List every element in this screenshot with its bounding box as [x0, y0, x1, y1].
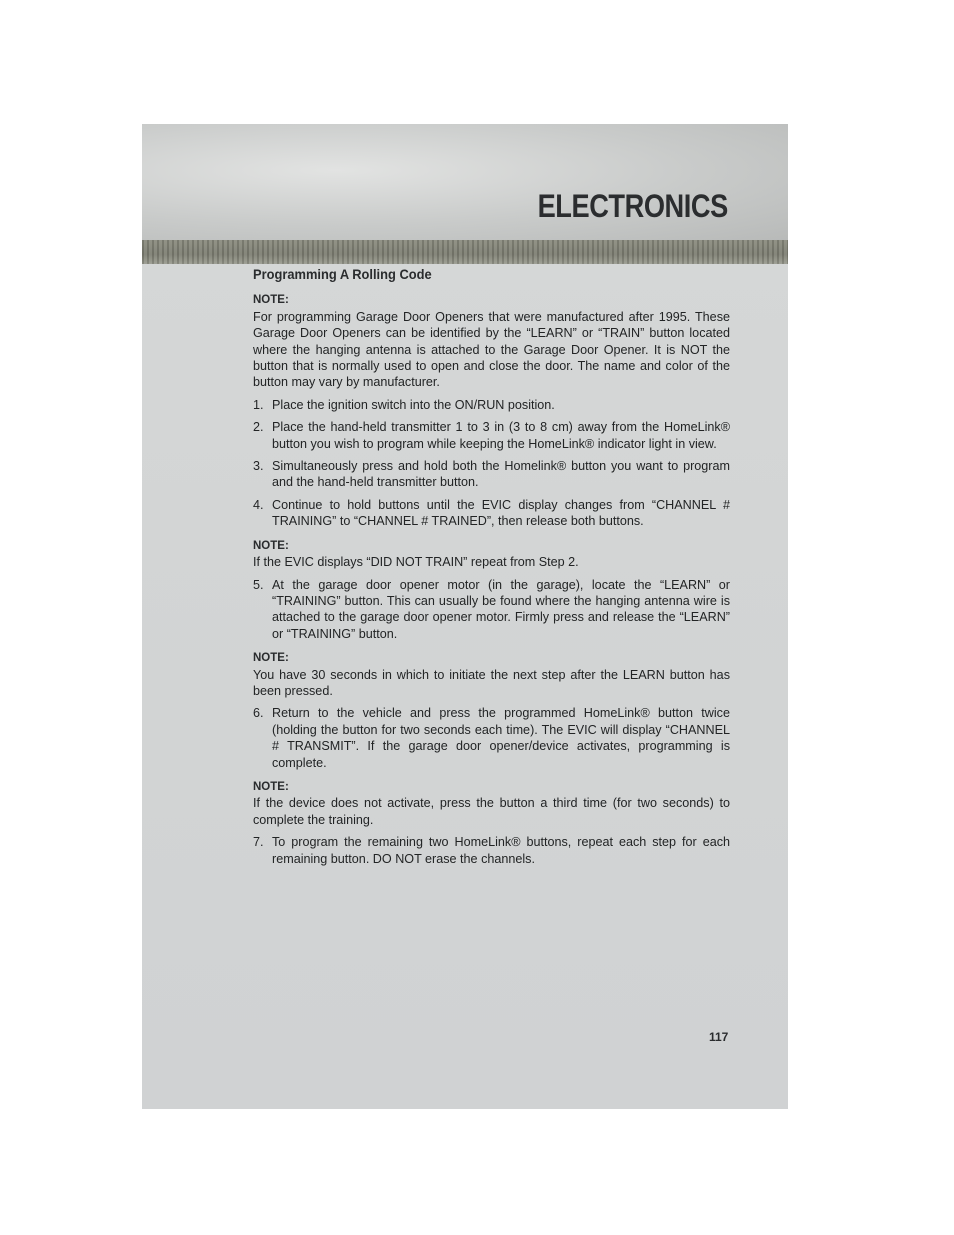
chapter-title: ELECTRONICS	[537, 188, 728, 224]
steps-list	[253, 834, 730, 867]
list-item	[253, 419, 730, 452]
list-item	[253, 458, 730, 491]
step-number: 2.	[253, 420, 264, 435]
note-label: NOTE:	[253, 652, 289, 665]
step-number: 1.	[253, 397, 264, 412]
list-item	[253, 705, 730, 771]
step-text: Return to the vehicle and press the programmed HomeLink® button twice (holding the button for two seconds each time). The EVIC will display “CHANNEL # TRANSMIT”. If the garage door opener/device activates, programming is complete.	[272, 706, 730, 770]
step-text: At the garage door opener motor (in the garage), locate the “LEARN” or “TRAINING” button. This can usually be found where the hanging antenna wire is attached to the garage door opener motor. Firmly press and release the “LEARN” or “TRAINING” button.	[272, 577, 730, 641]
manual-page	[142, 124, 788, 1109]
step-number: 6.	[253, 706, 264, 721]
note-text: If the EVIC displays “DID NOT TRAIN” repeat from Step 2.	[253, 555, 579, 570]
steps-list	[253, 577, 730, 643]
note-text: If the device does not activate, press the button a third time (for two seconds) to complete the training.	[253, 796, 730, 827]
step-text: Place the ignition switch into the ON/RUN position.	[272, 397, 555, 412]
list-item	[253, 577, 730, 643]
note-text: You have 30 seconds in which to initiate the next step after the LEARN button has been pressed.	[253, 667, 730, 698]
header-band	[142, 124, 788, 240]
list-item	[253, 397, 730, 413]
list-item	[253, 834, 730, 867]
steps-list	[253, 397, 730, 530]
step-text: Simultaneously press and hold both the Homelink® button you want to program and the hand-held transmitter button.	[272, 459, 730, 490]
step-text: Place the hand-held transmitter 1 to 3 in (3 to 8 cm) away from the HomeLink® button you wish to program while keeping the HomeLink® indicator light in view.	[272, 420, 730, 451]
step-number: 7.	[253, 835, 264, 850]
step-number: 5.	[253, 577, 264, 592]
note-label: NOTE:	[253, 539, 289, 552]
page-number: 117	[709, 1030, 729, 1044]
step-text: To program the remaining two HomeLink® buttons, repeat each step for each remaining button. DO NOT erase the channels.	[272, 835, 730, 866]
page-content	[253, 266, 730, 875]
step-number: 3.	[253, 459, 264, 474]
step-text: Continue to hold buttons until the EVIC display changes from “CHANNEL # TRAINING” to “CHANNEL # TRAINED”, then release both buttons.	[272, 497, 730, 529]
note-text: For programming Garage Door Openers that were manufactured after 1995. These Garage Door Openers can be identified by the “LEARN” or “TRAIN” button located where the hanging antenna is attached to the Garage Door Opener. It is NOT the button that is normally used to open and close the door. The name and color of the button may vary by manufacturer.	[253, 309, 730, 390]
steps-list	[253, 705, 730, 771]
section-title: Programming A Rolling Code	[253, 266, 432, 282]
note-label: NOTE:	[253, 780, 289, 793]
header-stripe	[142, 240, 788, 264]
note-label: NOTE:	[253, 294, 289, 307]
step-number: 4.	[253, 497, 264, 512]
list-item	[253, 497, 730, 530]
